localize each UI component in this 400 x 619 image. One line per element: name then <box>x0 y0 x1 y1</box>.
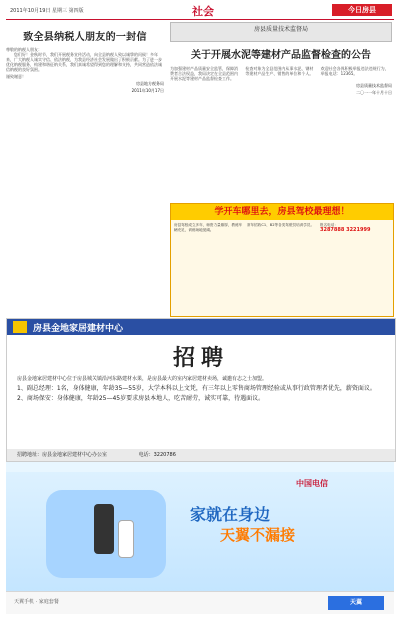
recruit-banner <box>7 319 395 335</box>
ad-topbar <box>6 462 394 472</box>
recruit-contact: 招聘地址：房县金地家居建材中心办公室 <box>17 452 108 458</box>
letter-body: 您们好！金秋时节，我们开展税务宣传活动，向全县纳税人致以诚挚的问候！多年来，广大纳税人诚实守信、依法纳税，为我县经济社会发展做出了积极贡献。为了进一步优化纳税服务，构建和谐征纳关系，我们真诚希望得到您的理解和支持，共同营造依法诚信纳税的良好氛围。 <box>6 52 162 72</box>
recruit-phone: 3220786 <box>153 452 176 458</box>
telecom-ad <box>6 462 394 614</box>
notice-col-1: 为加强建材产品质量安全监管，保障消费者合法权益，我局决定在全县范围内开展水泥等建材产品监督检查工作。 <box>170 66 238 81</box>
letter-date: 2011年10月17日 <box>131 88 164 93</box>
ad-slogan-2: 天翼不漏接 <box>220 526 296 544</box>
driving-body <box>171 220 393 235</box>
driving-phone-label: 报名电话： <box>320 223 338 227</box>
ad-badge: 天翼 <box>328 596 384 610</box>
newspaper-logo: 今日房县 <box>332 4 392 16</box>
driving-phone: 3287888 3221999 <box>320 226 371 233</box>
letter-org: 房县地方税务局 <box>136 81 164 86</box>
letter-thanks: 谨致谢意！ <box>6 74 26 79</box>
recruit-company: 房县金地家居建材中心 <box>33 323 124 334</box>
recruit-item: 2、商场保安：身体健康，年龄25—45岁要求房县本地人，吃苦耐劳，诚实可靠，待遇面议。 <box>17 394 265 402</box>
notice-title: 关于开展水泥等建材产品监督检查的公告 <box>191 50 371 61</box>
driving-courses: 常年招收C1、B2等各类驾驶员培训学员。 <box>247 223 315 227</box>
notice-signature: 房县质量技术监督局 <box>356 83 392 88</box>
ad-footer-text: 天翼手机 · 家庭套餐 <box>14 599 59 605</box>
telecom-logo: 中国电信 <box>296 479 328 488</box>
letter-salutation: 尊敬的纳税人朋友： <box>6 47 42 52</box>
mobile-phone-icon <box>118 520 134 558</box>
recruitment-ad <box>6 318 396 462</box>
notice-date: 二〇一一年十月十日 <box>356 90 392 95</box>
notice-org: 房县质量技术监督局 <box>253 26 308 33</box>
recruit-title: 招聘 <box>172 345 229 371</box>
section-title: 社会 <box>192 5 214 18</box>
driving-intro: 房县驾校成立多年，师资力量雄厚，教练车辆充足，训练场地宽阔。 <box>174 223 243 232</box>
ad-slogan-1: 家就在身边 <box>190 505 271 524</box>
notice-col-2: 检查对象为全县范围内从事水泥、钢材等建材产品生产、销售的单位和个人。 <box>245 66 314 76</box>
page-header <box>6 2 394 20</box>
mobile-phone-icon <box>94 504 114 554</box>
notice-band <box>170 22 392 42</box>
issue-date: 2011年10月19日 星期三 第四版 <box>10 8 84 14</box>
recruit-intro: 房县金地家居建材中心位于房县城关镇沿河东路建材水果，是房县最大的室内家居建材卖场，诚邀有志之士加盟。 <box>17 376 268 382</box>
quality-notice <box>170 22 392 202</box>
driving-contact <box>320 223 390 232</box>
recruit-phone-label: 电话： <box>138 452 154 458</box>
letter-title: 致全县纳税人朋友的一封信 <box>23 32 147 43</box>
notice-col-3: 欢迎社会各界积极举报违法违规行为，举报电话：12365。 <box>320 66 389 76</box>
tax-letter <box>6 22 164 202</box>
company-logo-icon <box>13 321 27 333</box>
notice-columns <box>170 66 392 81</box>
driving-headline: 学开车哪里去，房县驾校最理想！ <box>171 204 393 220</box>
ad-footer-strip <box>6 591 394 614</box>
driving-school-ad <box>170 203 394 317</box>
recruit-footer <box>7 449 395 461</box>
recruit-item: 1、副总经理：1名，身体健康，年龄35—55岁，大学本科以上文凭，有三年以上零售商场管理经验或从事行政管理者优先，薪资面议。 <box>17 384 376 392</box>
